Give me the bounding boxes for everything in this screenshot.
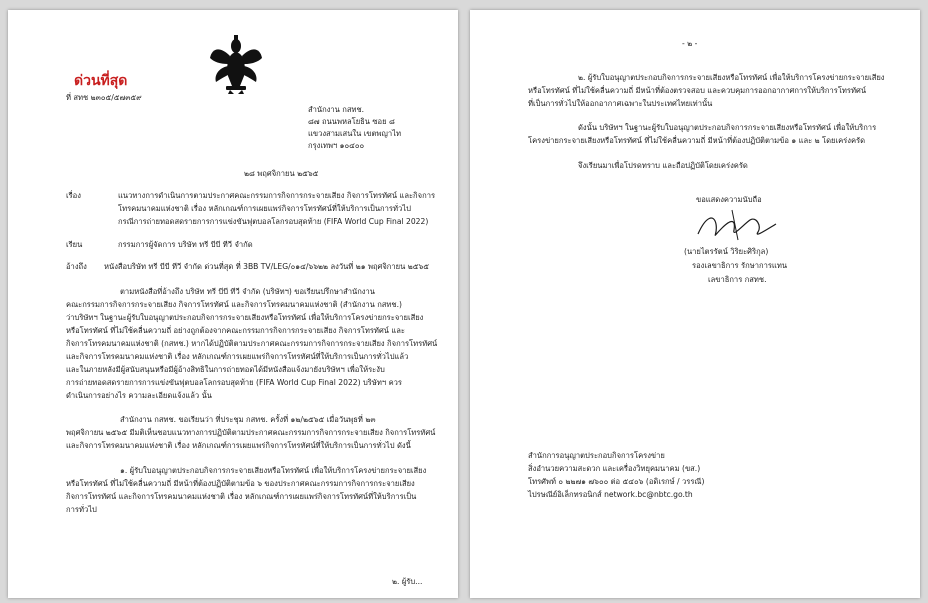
paragraph-line: สำนักงาน กสทช. ขอเรียนว่า ที่ประชุม กสทช. ครั้งที่ ๑๒/๒๕๖๕ เมื่อวันพุธที่ ๒๓ [120,415,376,424]
urgent-stamp: ด่วนที่สุด [74,73,128,89]
footer-line: สิ่งอำนวยความสะดวก และเครื่องวิทยุคมนาคม (ขส.) [528,464,701,473]
paragraph-line: และกิจการโทรคมนาคมแห่งชาติ เรื่อง หลักเกณฑ์การเผยแพร่กิจการโทรทัศน์ที่ให้บริการเป็นการทั่วไปแล้ว [66,352,409,361]
paragraph-line: การทั่วไป [66,505,97,514]
signer-title: เลขาธิการ กสทช. [708,275,767,284]
page-number: - ๒ - [682,39,698,48]
paragraph-line: พฤศจิกายน ๒๕๖๕ มีมติเห็นชอบแนวทางการปฏิบัติตามประกาศคณะกรรมการกิจการกระจายเสียง กิจการโทรทัศน์ [66,428,436,437]
paragraph-line: ที่เป็นการทั่วไปให้ออกอากาศเฉพาะในประเทศไทยเท่านั้น [528,99,713,108]
paragraph-line: คณะกรรมการกิจการกระจายเสียง กิจการโทรทัศน์ และกิจการโทรคมนาคมแห่งชาติ (สำนักงาน กสทช.) [66,300,402,309]
reference-text: หนังสือบริษัท ทรี บีบี ทีวี จำกัด ด่วนที่สุด ที่ 3BB TV/LEG/๐๑๔/๖๖๒๒ ลงวันที่ ๒๑ พฤศจิกายน ๒๕๖๕ [104,262,430,271]
recipient-label: เรียน [66,240,83,249]
paragraph-line: ว่าบริษัทฯ ในฐานะผู้รับใบอนุญาตประกอบกิจการกระจายเสียงหรือโทรทัศน์ เพื่อให้บริการโครงข่ายกระจายเสียง [66,313,424,322]
paragraph-line: ๑. ผู้รับใบอนุญาตประกอบกิจการกระจายเสียงหรือโทรทัศน์ เพื่อให้บริการโครงข่ายกระจายเสียง [120,466,427,475]
recipient: กรรมการผู้จัดการ บริษัท ทรี บีบี ทีวี จำกัด [118,240,253,249]
address-line: กรุงเทพฯ ๑๐๔๐๐ [308,141,365,150]
footer-line: โทรศัพท์ ๐ ๒๒๗๑ ๗๖๐๐ ต่อ ๕๔๐๖ (อดิเรกษ์ / วรรณี) [528,477,705,486]
letter-date: ๒๘ พฤศจิกายน ๒๕๖๕ [244,169,319,178]
continuation-note: ๒. ผู้รับ... [392,577,423,586]
paragraph-line: และกิจการโทรคมนาคมแห่งชาติ เรื่อง หลักเกณฑ์การเผยแพร่กิจการโทรทัศน์ที่ให้บริการเป็นการทั่วไป ดังนี้ [66,441,411,450]
paragraph-line: ๒. ผู้รับใบอนุญาตประกอบกิจการกระจายเสียงหรือโทรทัศน์ เพื่อให้บริการโครงข่ายกระจายเสียง [578,73,885,82]
footer-line: สำนักการอนุญาตประกอบกิจการโครงข่าย [528,451,665,460]
address-line: สำนักงาน กสทช. [308,105,365,114]
reference-number: ที่ สทช ๒๓๐๕/๕๗๓๕๙ [66,93,142,102]
subject-line: กรณีการถ่ายทอดสดรายการการแข่งขันฟุตบอลโลกรอบสุดท้าย (FIFA World Cup Final 2022) [118,217,429,226]
paragraph-line: ตามหนังสือที่อ้างถึง บริษัท ทรี บีบี ทีวี จำกัด (บริษัทฯ) ขอเรียนปรึกษาสำนักงาน [120,287,375,296]
paragraph-line: หรือโทรทัศน์ ที่ไม่ใช้คลื่นความถี่ มีหน้าที่ต้องตรวจสอบ และควบคุมการออกอากาศการให้บริการโทรทัศน์ [528,86,867,95]
address-line: ๘๗ ถนนพหลโยธิน ซอย ๘ [308,117,395,126]
letter-page-1 [8,10,458,598]
paragraph-line: ดำเนินการอย่างไร ความละเอียดแจ้งแล้ว นั้น [66,391,212,400]
paragraph-line: หรือโทรทัศน์ ที่ไม่ใช้คลื่นความถี่ อย่างถูกต้องจากคณะกรรมการกิจการกระจายเสียง กิจการโทรทัศน์ และ [66,326,405,335]
paragraph-line: จึงเรียนมาเพื่อโปรดทราบ และถือปฏิบัติโดยเคร่งครัด [578,161,748,170]
paragraph-line: และในภายหลังมีผู้สนับสนุนหรือมีผู้อ้างสิทธิในการถ่ายทอดได้มีหนังสือแจ้งมายังบริษัทฯ เพื่อให้ระงับ [66,365,385,374]
signer-name: (นายไตรรัตน์ วิริยะศิริกุล) [684,247,769,256]
paragraph-line: ดังนั้น บริษัทฯ ในฐานะผู้รับใบอนุญาตประกอบกิจการกระจายเสียงหรือโทรทัศน์ เพื่อให้บริการ [578,123,877,132]
address-line: แขวงสามเสนใน เขตพญาไท [308,129,401,138]
paragraph-line: การถ่ายทอดสดรายการการแข่งขันฟุตบอลโลกรอบสุดท้าย (FIFA World Cup Final 2022) บริษัทฯ ควร [66,378,402,387]
signature [692,206,782,244]
paragraph-line: กิจการโทรทัศน์ และกิจการโทรคมนาคมแห่งชาติ เรื่อง หลักเกณฑ์การเผยแพร่กิจการโทรทัศน์ที่ให้บริการเป็น [66,492,417,501]
letter-page-2 [470,10,920,598]
paragraph-line: โครงข่ายกระจายเสียงหรือโทรทัศน์ ที่ไม่ใช้คลื่นความถี่ มีหน้าที่ต้องปฏิบัติตามข้อ ๑ และ ๒ โดยเคร่งครัด [528,136,866,145]
garuda-emblem [208,32,264,94]
paragraph-line: กิจการโทรคมนาคมแห่งชาติ (กสทช.) หากได้ปฏิบัติตามประกาศคณะกรรมการกิจการกระจายเสียง กิจการโทรทัศน์ [66,339,438,348]
signer-title: รองเลขาธิการ รักษาการแทน [692,261,788,270]
subject-line: แนวทางการดำเนินการตามประกาศคณะกรรมการกิจการกระจายเสียง กิจการโทรทัศน์ และกิจการ [118,191,436,200]
paragraph-line: หรือโทรทัศน์ ที่ไม่ใช้คลื่นความถี่ มีหน้าที่ต้องปฏิบัติตามข้อ ๖ ของประกาศคณะกรรมการกิจการกระจายเสียง [66,479,415,488]
reference-label: อ้างถึง [66,262,87,271]
footer-line: ไปรษณีย์อิเล็กทรอนิกส์ network.bc@nbtc.go.th [528,490,693,499]
closing: ขอแสดงความนับถือ [696,195,762,204]
subject-line: โทรคมนาคมแห่งชาติ เรื่อง หลักเกณฑ์การเผยแพร่กิจการโทรทัศน์ที่ให้บริการเป็นการทั่วไป [118,204,411,213]
subject-label: เรื่อง [66,191,81,200]
